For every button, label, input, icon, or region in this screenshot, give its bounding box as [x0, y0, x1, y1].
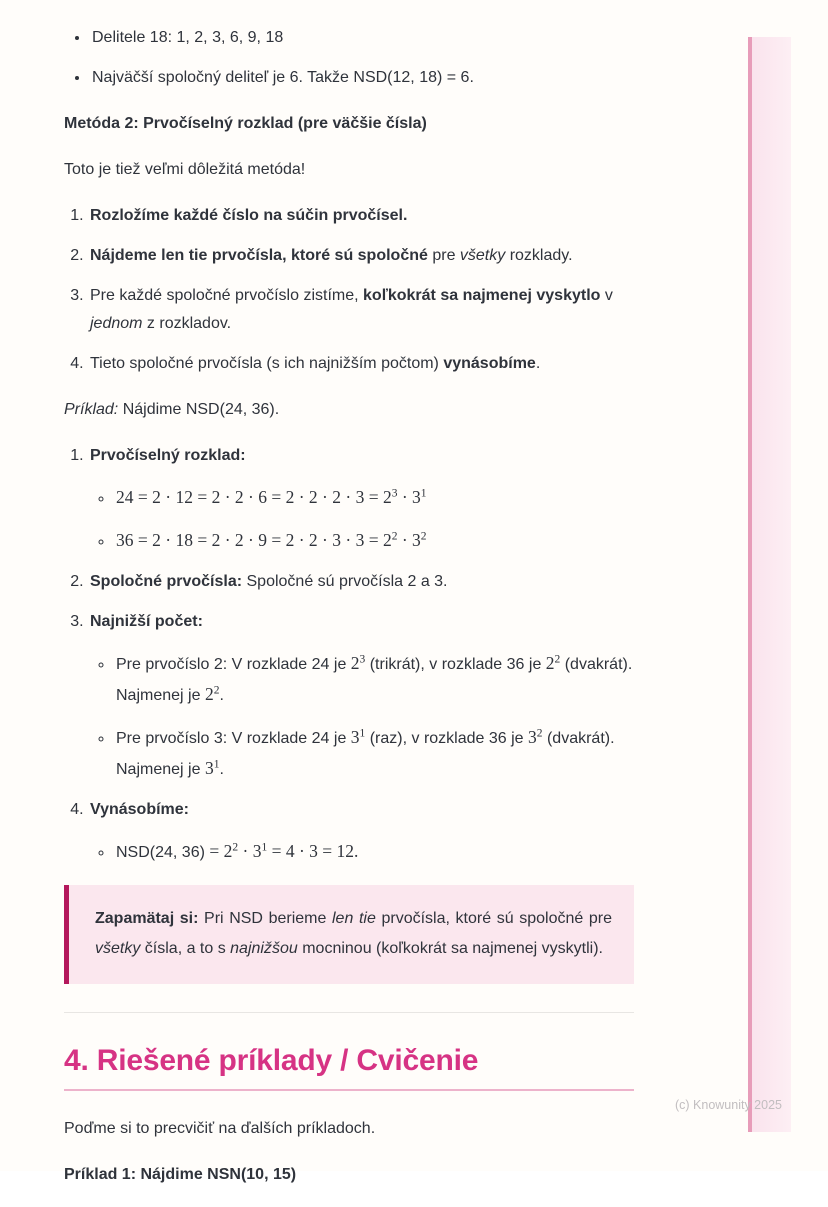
- text-segment: 2: [350, 653, 360, 673]
- text-segment: 3: [204, 758, 214, 778]
- superscript: 2: [213, 684, 220, 697]
- list-item: [114, 722, 634, 784]
- text-segment: NSD(24, 36): [116, 844, 210, 861]
- text-segment: .: [219, 761, 224, 778]
- text-segment: prvočísla, ktoré sú spoločné pre: [375, 910, 612, 927]
- text-segment: Vynásobíme:: [90, 801, 189, 818]
- list-item: [88, 608, 634, 784]
- callout-text: [95, 904, 612, 965]
- paragraph: [64, 396, 634, 424]
- text-segment: · 3: [238, 841, 262, 861]
- superscript: 1: [213, 758, 220, 771]
- text-segment: · 3: [397, 487, 421, 507]
- bullet-list: [90, 648, 634, 784]
- list-item: [114, 482, 634, 513]
- text-segment: Nájdime NSD(24, 36).: [118, 401, 280, 418]
- text-segment: Poďme si to precvičiť na ďalších príkladoch.: [64, 1119, 376, 1137]
- text-segment: · 3: [397, 530, 421, 550]
- superscript: 3: [359, 653, 366, 666]
- text-segment: (trikrát), v rozklade 36 je: [365, 656, 546, 673]
- superscript: 2: [420, 530, 427, 543]
- text-segment: 24 = 2 · 12 = 2 · 2 · 6 = 2 · 2 · 2 · 3 = 2: [116, 487, 392, 507]
- text-segment: 2: [545, 653, 555, 673]
- list-item: [88, 568, 634, 596]
- text-segment: .: [535, 355, 541, 372]
- text-segment: Pre každé spoločné prvočíslo zistíme,: [90, 287, 364, 304]
- text-segment: Toto je tiež veľmi dôležitá metóda!: [64, 161, 306, 178]
- text-segment: v: [600, 287, 613, 304]
- text-segment: .: [219, 687, 224, 704]
- superscript: 2: [554, 653, 561, 666]
- text-segment: čísla, a to s: [140, 940, 231, 958]
- text-segment: pre: [427, 247, 460, 264]
- list-item: [88, 242, 634, 270]
- text-segment: Rozložíme každé číslo na súčin prvočísel.: [90, 207, 408, 224]
- text-segment: všetky: [95, 940, 141, 958]
- text-segment: všetky: [459, 247, 506, 264]
- text-segment: Príklad 1: Nájdime NSN(10, 15): [64, 1165, 297, 1183]
- text-segment: Pri NSD berieme: [198, 910, 332, 927]
- bullet-list: [64, 24, 634, 92]
- callout-box: [64, 885, 634, 984]
- text-segment: 36 = 2 · 18 = 2 · 2 · 9 = 2 · 2 · 3 · 3 = 2: [116, 530, 392, 550]
- superscript: 2: [232, 841, 239, 854]
- list-item: [90, 64, 634, 92]
- paragraph: [64, 156, 634, 184]
- text-segment: vynásobíme: [443, 355, 536, 372]
- copyright-watermark: (c) Knowunity 2025: [674, 1098, 782, 1112]
- text-segment: Prvočíselný rozklad:: [90, 447, 246, 464]
- list-item: [88, 202, 634, 230]
- text-segment: Metóda 2: Prvočíselný rozklad (pre väčšie čísla): [64, 115, 427, 132]
- superscript: 1: [420, 487, 427, 500]
- text-segment: (raz), v rozklade 36 je: [365, 730, 529, 747]
- text-segment: jednom: [90, 315, 143, 332]
- text-segment: rozklady.: [505, 247, 573, 264]
- text-segment: (dvakrát). Najmenej je: [116, 730, 615, 778]
- list-item: [114, 648, 634, 710]
- list-item: [88, 282, 634, 338]
- list-item: [90, 24, 634, 52]
- text-segment: Pre prvočíslo 2: V rozklade 24 je: [116, 656, 351, 673]
- text-segment: = 2: [209, 841, 233, 861]
- superscript: 3: [391, 487, 398, 500]
- text-segment: 2: [204, 684, 214, 704]
- list-item: [114, 836, 634, 867]
- text-segment: 4. Riešené príklady / Cvičenie: [64, 1043, 479, 1077]
- ordered-list: [64, 202, 634, 378]
- text-segment: Pre prvočíslo 3: V rozklade 24 je: [116, 730, 351, 747]
- text-segment: mocninou (koľkokrát sa najmenej vyskytli).: [297, 940, 603, 958]
- section-heading: [64, 1043, 634, 1091]
- list-item: [114, 525, 634, 556]
- superscript: 2: [536, 727, 543, 740]
- text-segment: najnižšou: [230, 940, 298, 958]
- superscript: 1: [261, 841, 268, 854]
- document-content: [64, 24, 634, 1207]
- page-edge-ribbon: [748, 37, 791, 1132]
- paragraph: [64, 1115, 634, 1143]
- bullet-list: [90, 836, 634, 867]
- superscript: 2: [391, 530, 398, 543]
- text-segment: 3: [350, 727, 360, 747]
- list-item: [88, 796, 634, 867]
- text-segment: Spoločné prvočísla:: [90, 573, 243, 590]
- text-segment: = 4 · 3 = 12.: [267, 841, 359, 861]
- text-segment: Spoločné sú prvočísla 2 a 3.: [242, 573, 448, 590]
- paragraph: [64, 110, 634, 138]
- list-item: [88, 442, 634, 556]
- text-segment: (dvakrát). Najmenej je: [116, 656, 633, 704]
- superscript: 1: [359, 727, 366, 740]
- text-segment: 3: [528, 727, 537, 747]
- text-segment: len tie: [332, 910, 376, 927]
- text-segment: Delitele 18: 1, 2, 3, 6, 9, 18: [92, 29, 284, 46]
- bullet-list: [90, 482, 634, 556]
- section-divider: [64, 1012, 634, 1013]
- text-segment: koľkokrát sa najmenej vyskytlo: [363, 287, 601, 304]
- paragraph: [64, 1161, 634, 1189]
- text-segment: Nájdeme len tie prvočísla, ktoré sú spoločné: [90, 247, 428, 264]
- text-segment: z rozkladov.: [142, 315, 232, 332]
- text-segment: Zapamätaj si:: [95, 910, 199, 927]
- text-segment: Najnižší počet:: [90, 613, 203, 630]
- text-segment: Najväčší spoločný deliteľ je 6. Takže NSD(12, 18) = 6.: [92, 69, 474, 86]
- ordered-list: [64, 442, 634, 867]
- text-segment: Tieto spoločné prvočísla (s ich najnižším počtom): [90, 355, 444, 372]
- text-segment: Príklad:: [64, 401, 119, 418]
- list-item: [88, 350, 634, 378]
